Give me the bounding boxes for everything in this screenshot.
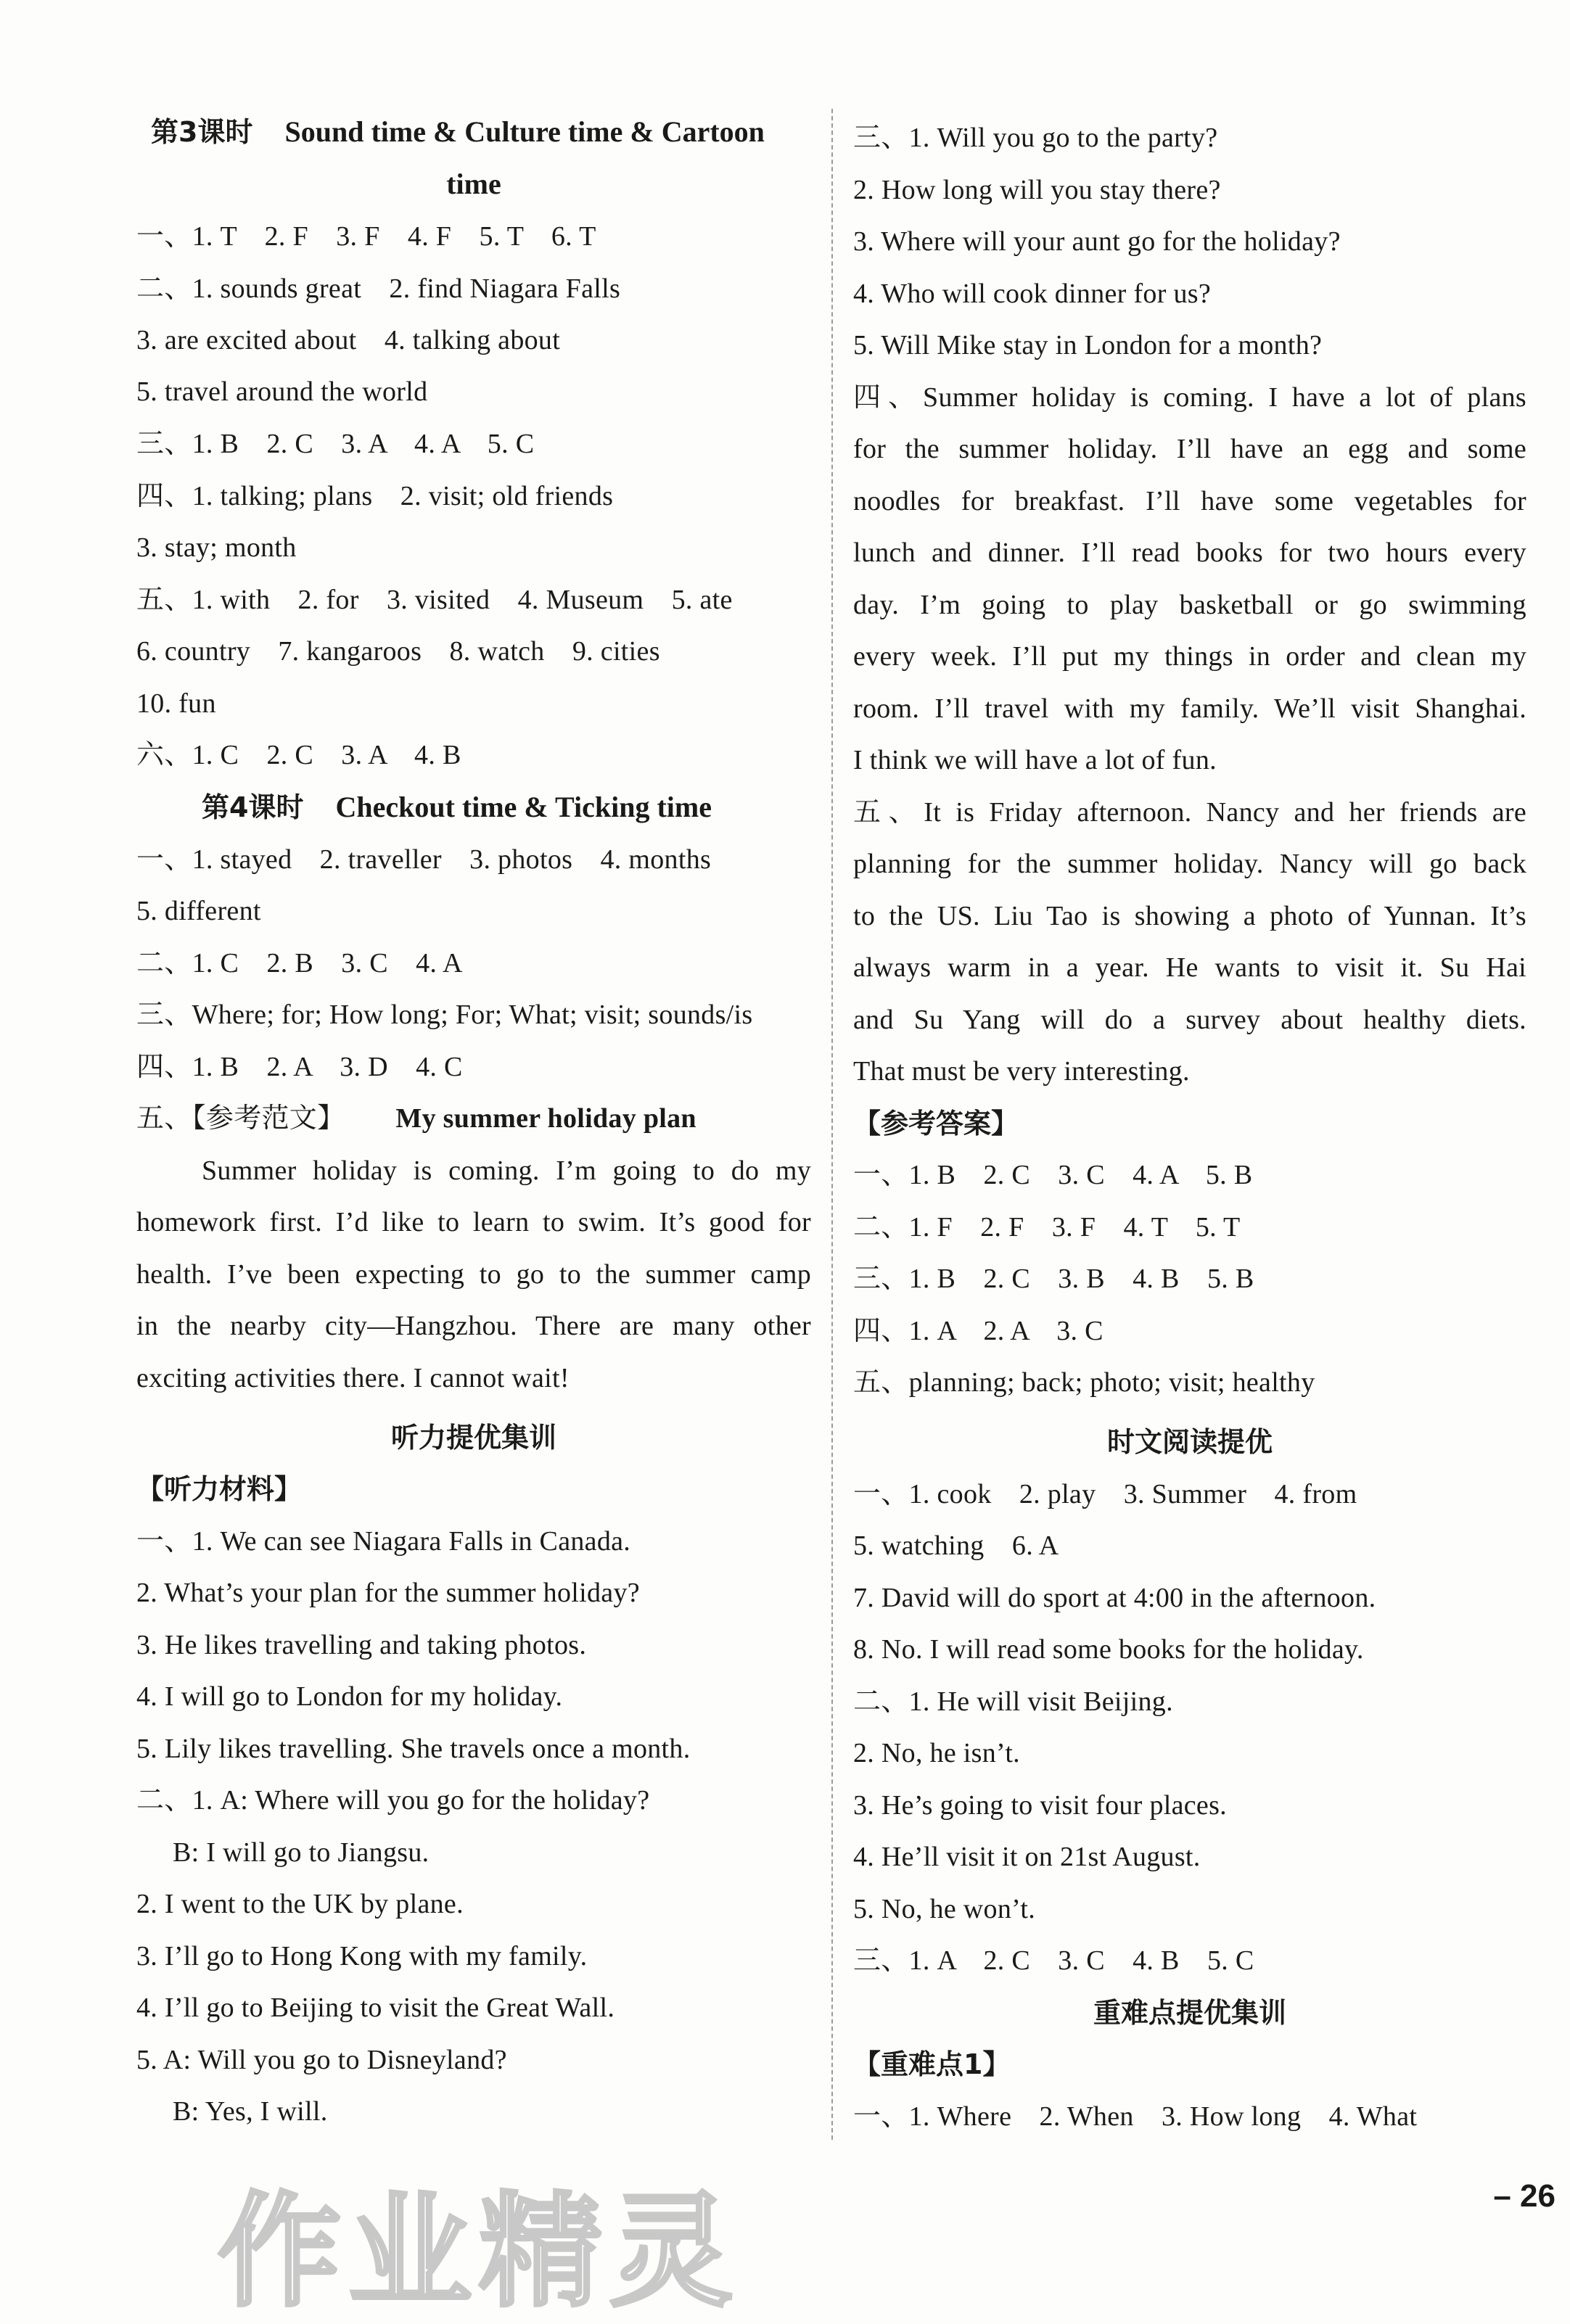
listening-material-tag: 【听力材料】 [136, 1473, 303, 1505]
listening-line: 4. I will go to London for my holiday. [136, 1681, 563, 1712]
essay-line: Summer holiday is coming. I’m going to do my [202, 1155, 811, 1186]
listening-line: B: Yes, I will. [173, 2096, 328, 2127]
answer-line: 三、1. B 2. C 3. A 4. A 5. C [136, 429, 535, 459]
passage-line: That must be very interesting. [853, 1056, 1190, 1087]
lesson3-label: 第3课时 [151, 116, 253, 148]
key-points-section-title: 重难点提优集训 [1093, 1997, 1286, 2029]
reading-section-title: 时文阅读提优 [1106, 1426, 1273, 1458]
lesson4-heading [202, 786, 712, 829]
listening-line: 3. He likes travelling and taking photos. [136, 1630, 587, 1660]
answer-line: 3. are excited about 4. talking about [136, 325, 561, 355]
passage-line: 四、Summer holiday is coming. I have a lot of plans [853, 382, 1526, 413]
answer-line: 5. different [136, 896, 261, 926]
question-line: 2. How long will you stay there? [853, 175, 1221, 205]
answer-line: 三、1. A 2. C 3. C 4. B 5. C [853, 1945, 1254, 1976]
answer-line: 一、1. B 2. C 3. C 4. A 5. B [853, 1160, 1253, 1190]
passage-line: planning for the summer holiday. Nancy will go back [853, 849, 1526, 879]
answer-line: 10. fun [136, 688, 216, 719]
answer-line: 5. No, he won’t. [853, 1894, 1036, 1924]
answer-line: 三、Where; for; How long; For; What; visit; sounds/is [136, 1000, 753, 1030]
listening-section-title: 听力提优集训 [390, 1422, 556, 1454]
answer-line: 五、1. with 2. for 3. visited 4. Museum 5. ate [136, 585, 733, 615]
listening-line: 4. I’ll go to Beijing to visit the Great Wall. [136, 1993, 615, 2023]
question-line: 3. Where will your aunt go for the holiday? [853, 226, 1341, 257]
question-line: 三、1. Will you go to the party? [853, 123, 1218, 153]
lesson3-title: Sound time & Culture time & Cartoon [284, 115, 765, 148]
passage-line: every week. I’ll put my things in order and clean my [853, 641, 1526, 672]
answer-line: 8. No. I will read some books for the holiday. [853, 1634, 1364, 1665]
question-line: 4. Who will cook dinner for us? [853, 279, 1212, 309]
answer-line: 5. watching 6. A [853, 1530, 1059, 1561]
answer-line: 2. No, he isn’t. [853, 1738, 1020, 1768]
answer-line: 6. country 7. kangaroos 8. watch 9. cities [136, 636, 660, 667]
watermark-logo: 作业精灵 [218, 2180, 741, 2324]
answer-line: 4. He’ll visit it on 21st August. [853, 1842, 1201, 1872]
essay-line: health. I’ve been expecting to go to the summer camp [136, 1259, 811, 1290]
essay-title: My summer holiday plan [395, 1103, 696, 1134]
passage-line: noodles for breakfast. I’ll have some vegetables for [853, 486, 1526, 516]
passage-line: 五、It is Friday afternoon. Nancy and her friends are [853, 797, 1526, 828]
answer-line: 四、1. A 2. A 3. C [853, 1316, 1103, 1346]
listening-line: 5. Lily likes travelling. She travels once a month. [136, 1734, 691, 1764]
passage-line: lunch and dinner. I’ll read books for two hours every [853, 537, 1526, 568]
answer-line: 3. He’s going to visit four places. [853, 1790, 1227, 1821]
question-line: 5. Will Mike stay in London for a month? [853, 330, 1323, 360]
answer-line: 二、1. F 2. F 3. F 4. T 5. T [853, 1212, 1241, 1243]
answer-line: 3. stay; month [136, 532, 297, 563]
answer-line: 六、1. C 2. C 3. A 4. B [136, 740, 461, 770]
lesson4-title: Checkout time & Ticking time [335, 791, 712, 823]
essay-line: exciting activities there. I cannot wait! [136, 1363, 570, 1393]
passage-line: day. I’m going to play basketball or go swimming [853, 590, 1526, 620]
listening-line: 3. I’ll go to Hong Kong with my family. [136, 1941, 588, 1971]
answer-line: 一、1. T 2. F 3. F 4. F 5. T 6. T [136, 221, 596, 252]
lesson3-heading [151, 110, 765, 154]
essay-line: in the nearby city—Hangzhou. There are many other [136, 1311, 811, 1341]
key-point-tag: 【重难点1】 [853, 2048, 1011, 2080]
listening-line: 二、1. A: Where will you go for the holiday? [136, 1785, 650, 1816]
passage-line: room. I’ll travel with my family. We’ll visit Shanghai. [853, 693, 1526, 724]
listening-line: 2. What’s your plan for the summer holiday? [136, 1578, 640, 1608]
answer-line: 一、1. cook 2. play 3. Summer 4. from [853, 1479, 1357, 1509]
answer-line: 二、1. sounds great 2. find Niagara Falls [136, 273, 621, 304]
lesson4-label: 第4课时 [202, 791, 304, 823]
answer-line: 四、1. B 2. A 3. D 4. C [136, 1052, 463, 1082]
answer-line: 五、planning; back; photo; visit; healthy [853, 1367, 1315, 1398]
column-divider [831, 109, 833, 2140]
passage-line: for the summer holiday. I’ll have an egg and some [853, 434, 1526, 464]
answer-line: 二、1. He will visit Beijing. [853, 1686, 1173, 1717]
essay-line: homework first. I’d like to learn to swim. It’s good for [136, 1207, 811, 1237]
passage-line: always warm in a year. He wants to visit it. Su Hai [853, 952, 1526, 983]
passage-line: I think we will have a lot of fun. [853, 745, 1217, 775]
listening-line: B: I will go to Jiangsu. [173, 1837, 430, 1868]
lesson3-title-cont: time [446, 168, 501, 200]
listening-line: 2. I went to the UK by plane. [136, 1889, 464, 1919]
answer-line: 一、1. stayed 2. traveller 3. photos 4. months [136, 844, 712, 875]
passage-line: and Su Yang will do a survey about healthy diets. [853, 1005, 1526, 1035]
answer-line: 四、1. talking; plans 2. visit; old friends [136, 481, 614, 511]
listening-line: 5. A: Will you go to Disneyland? [136, 2045, 507, 2075]
essay-label: 五、【参考范文】 [136, 1103, 345, 1134]
answer-line: 三、1. B 2. C 3. B 4. B 5. B [853, 1264, 1254, 1294]
essay-heading [136, 1097, 696, 1140]
page-number: – 26 [1493, 2178, 1555, 2214]
listening-line: 一、1. We can see Niagara Falls in Canada. [136, 1526, 631, 1557]
passage-line: to the US. Liu Tao is showing a photo of Yunnan. It’s [853, 901, 1526, 931]
answer-line: 二、1. C 2. B 3. C 4. A [136, 948, 463, 978]
answer-line: 7. David will do sport at 4:00 in the afternoon. [853, 1583, 1376, 1613]
answer-line: 5. travel around the world [136, 376, 428, 407]
answers-tag: 【参考答案】 [853, 1108, 1019, 1140]
answer-line: 一、1. Where 2. When 3. How long 4. What [853, 2101, 1418, 2132]
